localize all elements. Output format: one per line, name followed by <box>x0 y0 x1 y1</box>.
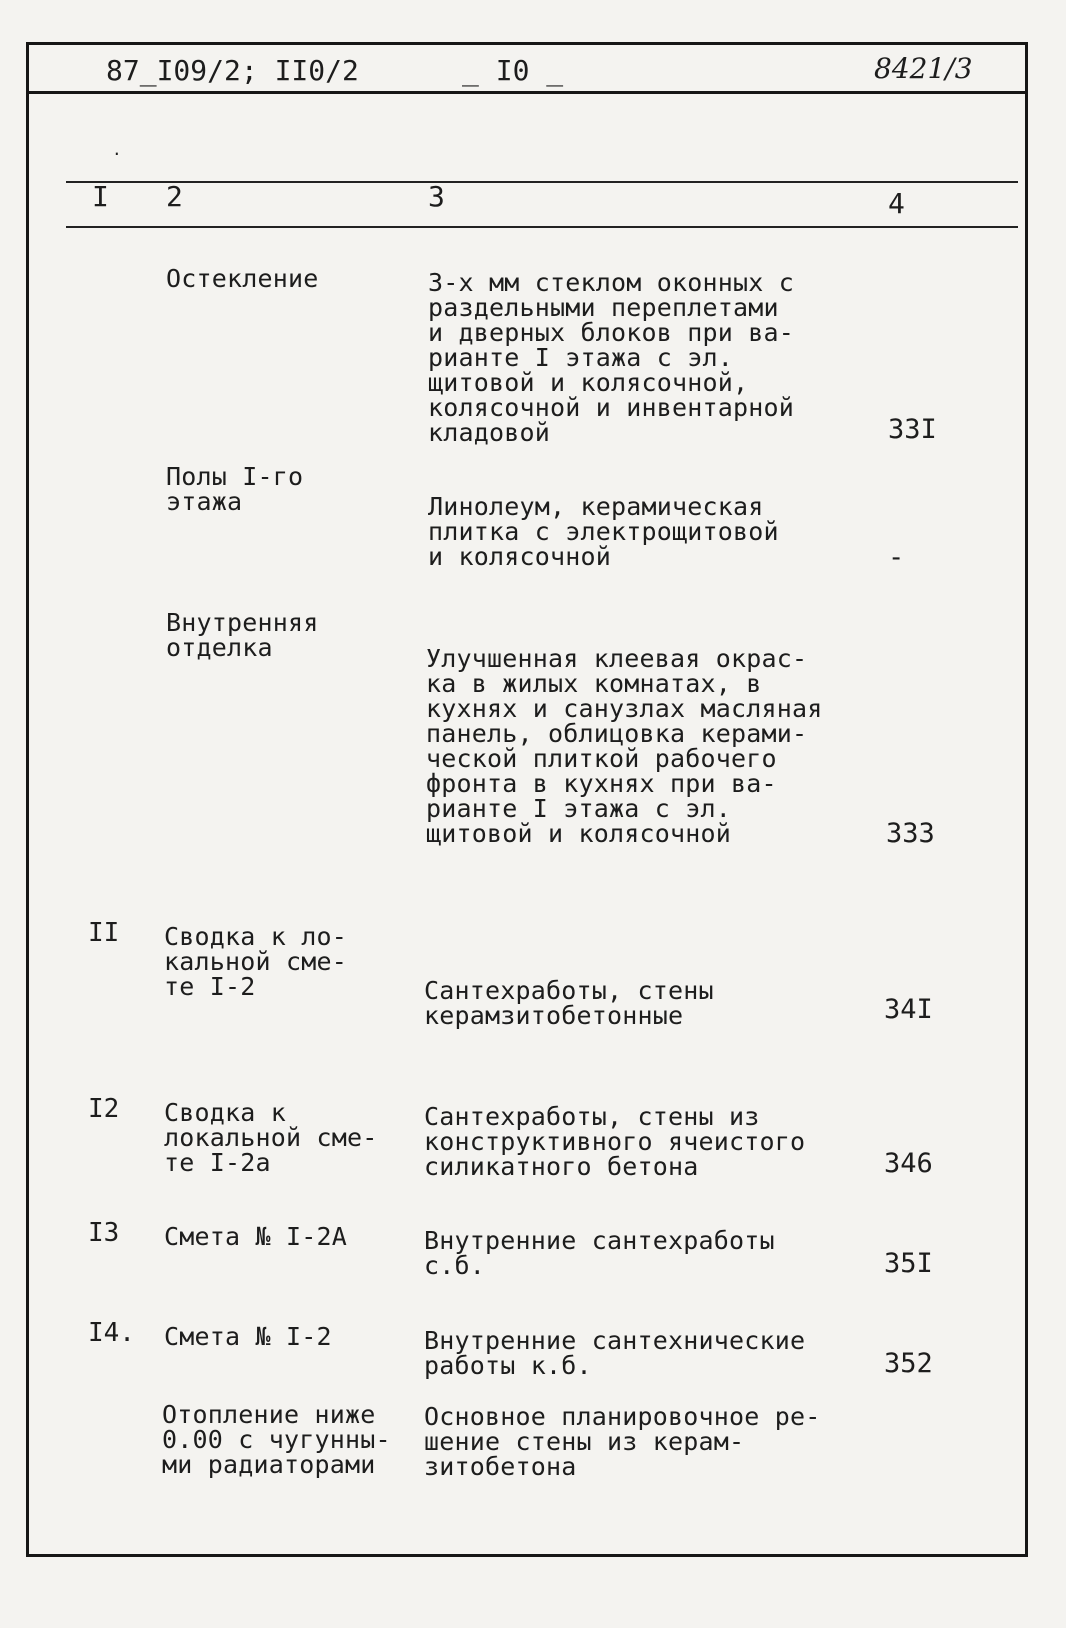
row-name: Внутренняя отделка <box>166 608 319 662</box>
row-number: I2 <box>88 1094 120 1124</box>
row-page-ref: 352 <box>884 1348 933 1379</box>
row-page-ref: 33I <box>888 414 937 445</box>
row-page-ref: 35I <box>884 1248 933 1279</box>
row-name: Сводка к ло- кальной сме- те I-2 <box>164 922 348 1001</box>
row-name: Остекление <box>166 264 319 293</box>
row-number: I4. <box>88 1318 135 1348</box>
row-number: I3 <box>88 1218 120 1248</box>
row-name: Смета № I-2А <box>164 1222 348 1251</box>
page-number: _ I0 _ <box>462 54 564 87</box>
row-description: Сантехработы, стены из конструктивного ячеистого силикатного бетона <box>424 1102 806 1181</box>
row-name: Полы I-го этажа <box>166 462 304 516</box>
row-description: Сантехработы, стены керамзитобетонные <box>424 976 714 1030</box>
column-header-3: 3 <box>428 180 445 213</box>
row-name: Отопление ниже 0.00 с чугунны- ми радиаторами <box>162 1400 391 1479</box>
row-page-ref: - <box>888 542 905 573</box>
row-description: Линолеум, керамическая плитка с электрощитовой и колясочной <box>428 492 779 571</box>
row-page-ref: 346 <box>884 1148 933 1179</box>
row-description: Улучшенная клеевая окрас- ка в жилых комнатах, в кухнях и санузлах масляная панель, облицовка керами- ческой плиткой рабочего фронта в кухнях при ва- рианте I этажа с эл. щитовой и колясочной <box>426 644 823 848</box>
row-number: II <box>88 918 120 948</box>
row-description: Основное планировочное ре- шение стены из керам- зитобетона <box>424 1402 821 1481</box>
table-header-rule <box>66 226 1018 228</box>
stray-mark: . <box>112 140 122 159</box>
row-name: Смета № I-2 <box>164 1322 332 1351</box>
row-description: Внутренние сантехнические работы к.б. <box>424 1326 806 1380</box>
header-divider <box>26 91 1028 94</box>
table-top-rule <box>66 181 1018 183</box>
column-header-4: 4 <box>888 187 905 220</box>
row-description: Внутренние сантехработы с.б. <box>424 1226 775 1280</box>
row-page-ref: 333 <box>886 818 935 849</box>
sheet-number: 8421/3 <box>874 52 973 85</box>
row-page-ref: 34I <box>884 994 933 1025</box>
document-code: 87_I09/2; II0/2 <box>106 54 359 87</box>
row-description: 3-х мм стеклом оконных с раздельными переплетами и дверных блоков при ва- рианте I этажа с эл. щитовой и колясочной, колясочной и инвентарной кладовой <box>428 268 795 447</box>
row-name: Сводка к локальной сме- те I-2а <box>164 1098 378 1177</box>
column-header-1: I <box>92 180 109 213</box>
column-header-2: 2 <box>166 180 183 213</box>
